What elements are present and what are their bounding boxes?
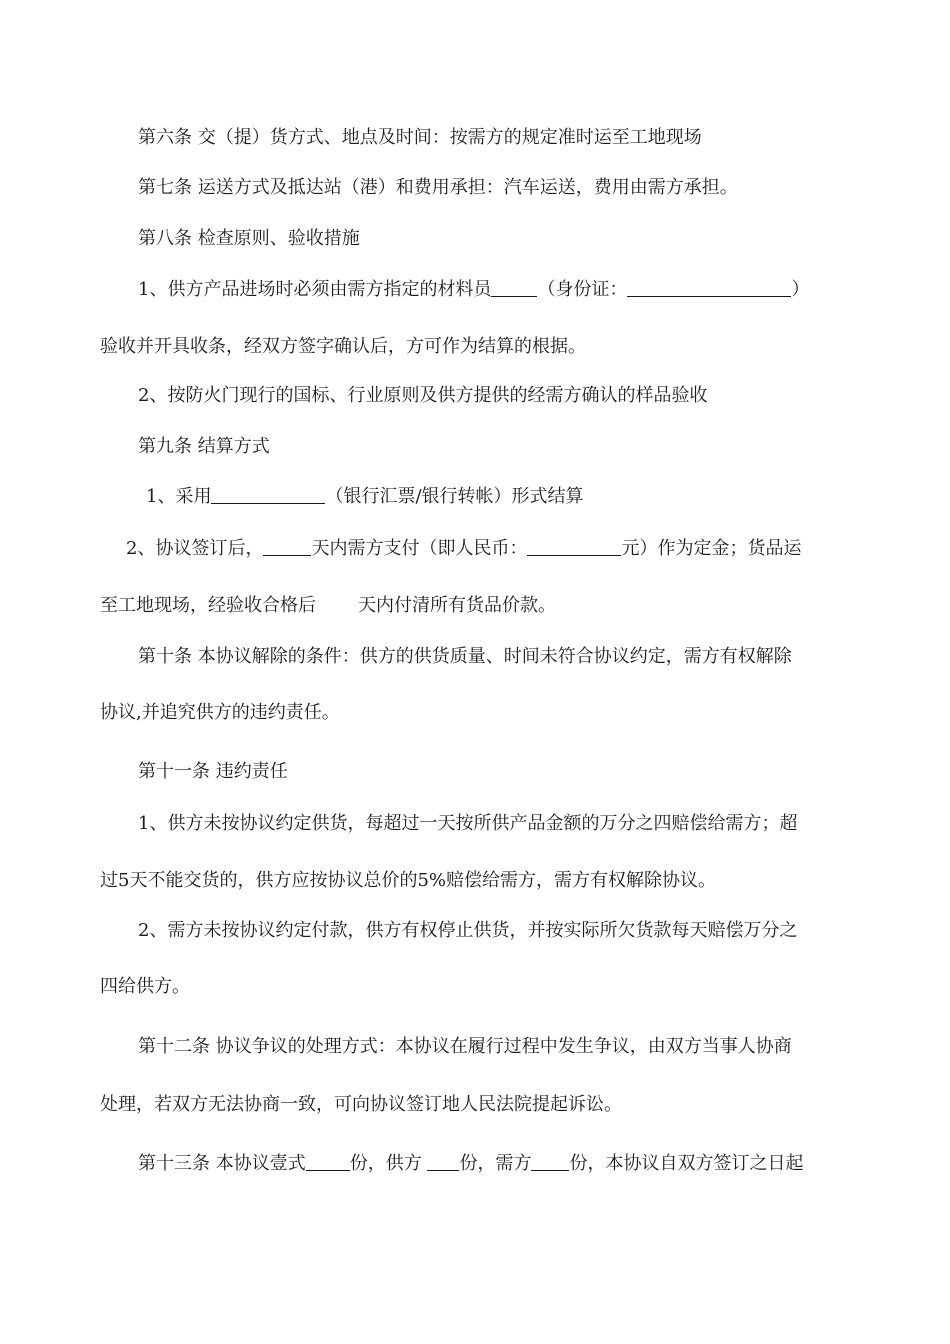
article-9-item-2-continuation [100, 594, 556, 618]
article-10-continuation: 协议,并追究供方的违约责任。 [100, 702, 340, 723]
article-9-item-2 [126, 537, 801, 561]
material-clerk-blank [491, 278, 537, 297]
article-9-item-2-text-b: 天内需方支付（即人民币： [311, 538, 528, 559]
article-8-item-1-text-c: ） [791, 279, 810, 300]
article-8-item-1-text-b: （身份证： [537, 279, 628, 300]
deposit-days-blank [263, 537, 311, 556]
article-10: 第十条 本协议解除的条件：供方的供货质量、时间未符合协议约定，需方有权解除 [138, 646, 792, 667]
payment-method-blank [211, 485, 325, 504]
article-12: 第十二条 协议争议的处理方式：本协议在履行过程中发生争议，由双方当事人协商 [138, 1036, 792, 1057]
article-13-text-b: 份，供方 [349, 1153, 428, 1174]
article-8-item-1-text-a: 1、供方产品进场时必须由需方指定的材料员 [138, 279, 492, 300]
article-13-text-a: 第十三条 本协议壹式 [138, 1153, 306, 1174]
article-9-item-2-cont-text-a: 至工地现场，经验收合格后 [100, 595, 316, 616]
article-11-item-2: 2、需方未按协议约定付款，供方有权停止供货，并按实际所欠货款每天赔偿万分之 [138, 920, 798, 941]
article-12-continuation: 处理，若双方无法协商一致，可向协议签订地人民法院提起诉讼。 [100, 1094, 622, 1115]
article-11-title: 第十一条 违约责任 [138, 761, 288, 782]
article-8-item-1 [138, 278, 809, 302]
article-6: 第六条 交（提）货方式、地点及时间：按需方的规定准时运至工地现场 [138, 127, 702, 148]
id-number-blank [627, 278, 791, 297]
article-9-item-2-text-c: 元）作为定金；货品运 [621, 538, 802, 559]
total-copies-blank [306, 1152, 350, 1171]
article-9-item-1 [146, 485, 584, 509]
supplier-copies-blank [427, 1152, 459, 1171]
article-13-text-c: 份，需方 [459, 1153, 532, 1174]
buyer-copies-blank [531, 1152, 569, 1171]
article-11-item-1: 1、供方未按协议约定供货，每超过一天按所供产品金额的万分之四赔偿给需方；超 [138, 813, 798, 834]
deposit-amount-blank [527, 537, 621, 556]
article-8-title: 第八条 检查原则、验收措施 [138, 228, 360, 249]
article-13 [138, 1152, 803, 1176]
article-9-item-1-text-b: （银行汇票/银行转帐）形式结算 [325, 486, 584, 507]
article-9-title: 第九条 结算方式 [138, 436, 270, 457]
article-9-item-1-text-a: 1、采用 [146, 486, 212, 507]
article-11-item-1-continuation: 过5天不能交货的，供方应按协议总价的5%赔偿给需方，需方有权解除协议。 [100, 870, 717, 891]
article-9-item-2-cont-text-b: 天内付清所有货品价款。 [358, 595, 556, 616]
article-8-item-2: 2、按防火门现行的国标、行业原则及供方提供的经需方确认的样品验收 [138, 385, 708, 406]
article-7: 第七条 运送方式及抵达站（港）和费用承担：汽车运送，费用由需方承担。 [138, 177, 738, 198]
article-8-item-1-continuation: 验收并开具收条，经双方签字确认后，方可作为结算的根据。 [100, 336, 586, 357]
article-9-item-2-text-a: 2、协议签订后， [126, 538, 264, 559]
article-11-item-2-continuation: 四给供方。 [100, 976, 190, 997]
article-13-text-d: 份，本协议自双方签订之日起 [569, 1153, 804, 1174]
